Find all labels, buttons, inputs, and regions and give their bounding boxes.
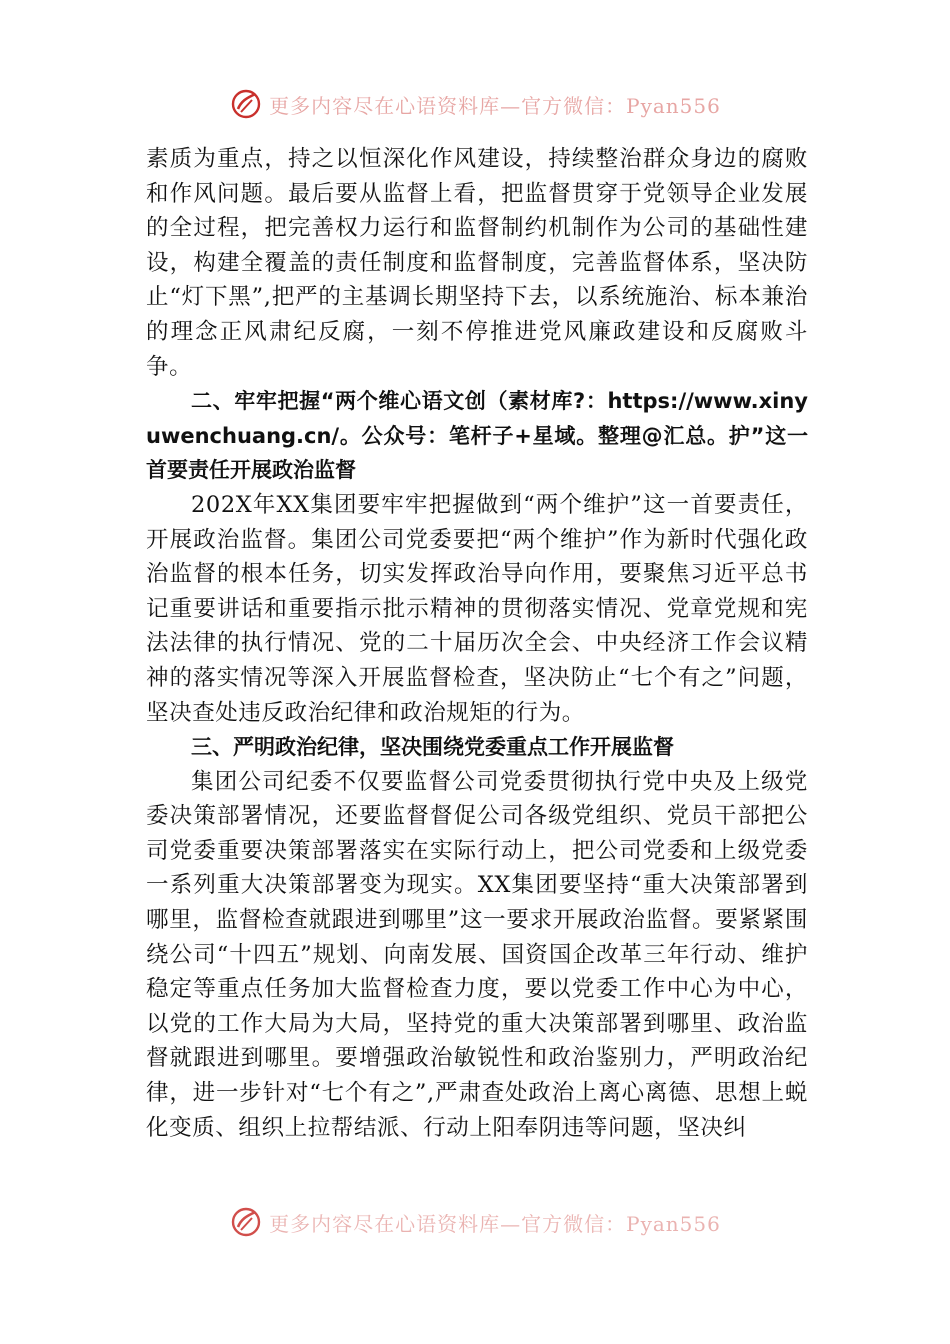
logo-icon <box>229 1205 263 1239</box>
section-heading-2: 二、牢牢把握“两个维心语文创（素材库?：https://www.xinyuwenchuang.cn/。公众号：笔杆子+星域。整理@汇总。护”这一首要责任开展政治监督 <box>146 389 808 483</box>
paragraph-2: 202X年XX集团要牢牢把握做到“两个维护”这一首要责任，开展政治监督。集团公司党委要把“两个维护”作为新时代强化政治监督的根本任务，切实发挥政治导向作用，要聚焦习近平总书记重要讲话和重要指示批示精神的贯彻落实情况、党章党规和宪法法律的执行情况、党的二十届历次全会、中央经济工作会议精神的落实情况等深入开展监督检查，坚决防止“七个有之”问题，坚决查处违反政治纪律和政治规矩的行为。 <box>146 491 808 726</box>
watermark-text: 更多内容尽在心语资料库—官方微信：Pyan556 <box>269 93 721 118</box>
section-heading-3: 三、严明政治纪律，坚决围绕党委重点工作开展监督 <box>191 735 674 760</box>
paragraph-3: 集团公司纪委不仅要监督公司党委贯彻执行党中央及上级党委决策部署情况，还要监督督促公司各级党组织、党员干部把公司党委重要决策部署落实在实际行动上，把公司党委和上级党委一系列重大决策部署变为现实。XX集团要坚持“重大决策部署到哪里，监督检查就跟进到哪里”这一要求开展政治监督。要紧紧围绕公司“十四五”规划、向南发展、国资国企改革三年行动、维护稳定等重点任务加大监督检查力度，要以党委工作中心为中心，以党的工作大局为大局，坚持党的重大决策部署到哪里、政治监督就跟进到哪里。要增强政治敏锐性和政治鉴别力，严明政治纪律，进一步针对“七个有之”,严肃查处政治上离心离德、思想上蜕化变质、组织上拉帮结派、行动上阳奉阴违等问题，坚决纠 <box>146 768 808 1141</box>
footer-watermark <box>0 1202 950 1242</box>
watermark-text: 更多内容尽在心语资料库—官方微信：Pyan556 <box>269 1211 721 1236</box>
paragraph-1: 素质为重点，持之以恒深化作风建设，持续整治群众身边的腐败和作风问题。最后要从监督上看，把监督贯穿于党领导企业发展的全过程，把完善权力运行和监督制约机制作为公司的基础性建设，构建全覆盖的责任制度和监督制度，完善监督体系，坚决防止“灯下黑”,把严的主基调长期坚持下去，以系统施治、标本兼治的理念正风肃纪反腐，一刻不停推进党风廉政建设和反腐败斗争。 <box>146 146 808 380</box>
header-watermark <box>0 84 950 124</box>
document-body <box>146 142 808 1145</box>
logo-icon <box>229 87 263 121</box>
